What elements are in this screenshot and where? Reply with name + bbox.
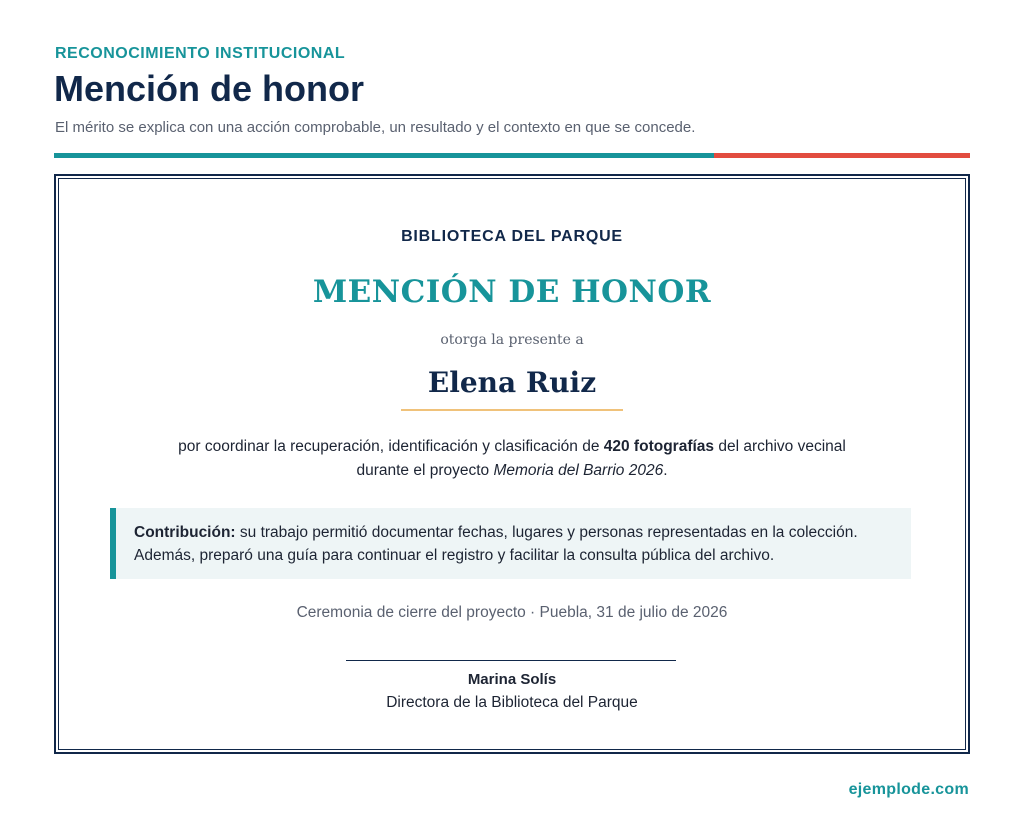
reason-text-before: por coordinar la recuperación, identificación y clasificación de bbox=[178, 438, 604, 455]
certificate-reason bbox=[116, 435, 908, 483]
certificate-title: MENCIÓN DE HONOR bbox=[312, 274, 712, 310]
accent-rule-teal bbox=[54, 153, 714, 158]
recipient-name: Elena Ruiz bbox=[427, 366, 597, 399]
ceremony-details: Ceremonia de cierre del proyecto · Puebla, 31 de julio de 2026 bbox=[296, 604, 728, 621]
page-title: Mención de honor bbox=[54, 68, 364, 109]
footer-brand: ejemplode.com bbox=[848, 781, 969, 798]
certificate bbox=[54, 174, 970, 754]
contribution-callout bbox=[110, 508, 911, 579]
kicker: RECONOCIMIENTO INSTITUCIONAL bbox=[55, 45, 346, 62]
reason-text-after: . bbox=[663, 462, 668, 479]
accent-rule bbox=[54, 153, 970, 158]
signer-role: Directora de la Biblioteca del Parque bbox=[386, 694, 638, 711]
accent-rule-red bbox=[714, 153, 970, 158]
reason-highlight: 420 fotografías bbox=[603, 438, 715, 455]
contribution-text: su trabajo permitió documentar fechas, lugares y personas representadas en la colección. Además, preparó una guía para continuar el registro y facilitar la consulta pública del archivo. bbox=[134, 524, 858, 564]
contribution-label: Contribución: bbox=[134, 524, 236, 541]
page-subtitle: El mérito se explica con una acción comprobable, un resultado y el contexto en que se concede. bbox=[55, 119, 696, 136]
reason-text-middle: del archivo vecinal bbox=[714, 438, 846, 455]
certificate-organization: BIBLIOTECA DEL PARQUE bbox=[401, 228, 623, 245]
project-name: Memoria del Barrio 2026 bbox=[493, 462, 664, 479]
certificate-grant-text: otorga la presente a bbox=[440, 332, 584, 348]
recipient-underline bbox=[401, 409, 623, 411]
reason-text-middle-tail: durante el proyecto bbox=[356, 462, 494, 479]
signer-name: Marina Solís bbox=[467, 671, 557, 688]
signature-line bbox=[346, 660, 676, 661]
